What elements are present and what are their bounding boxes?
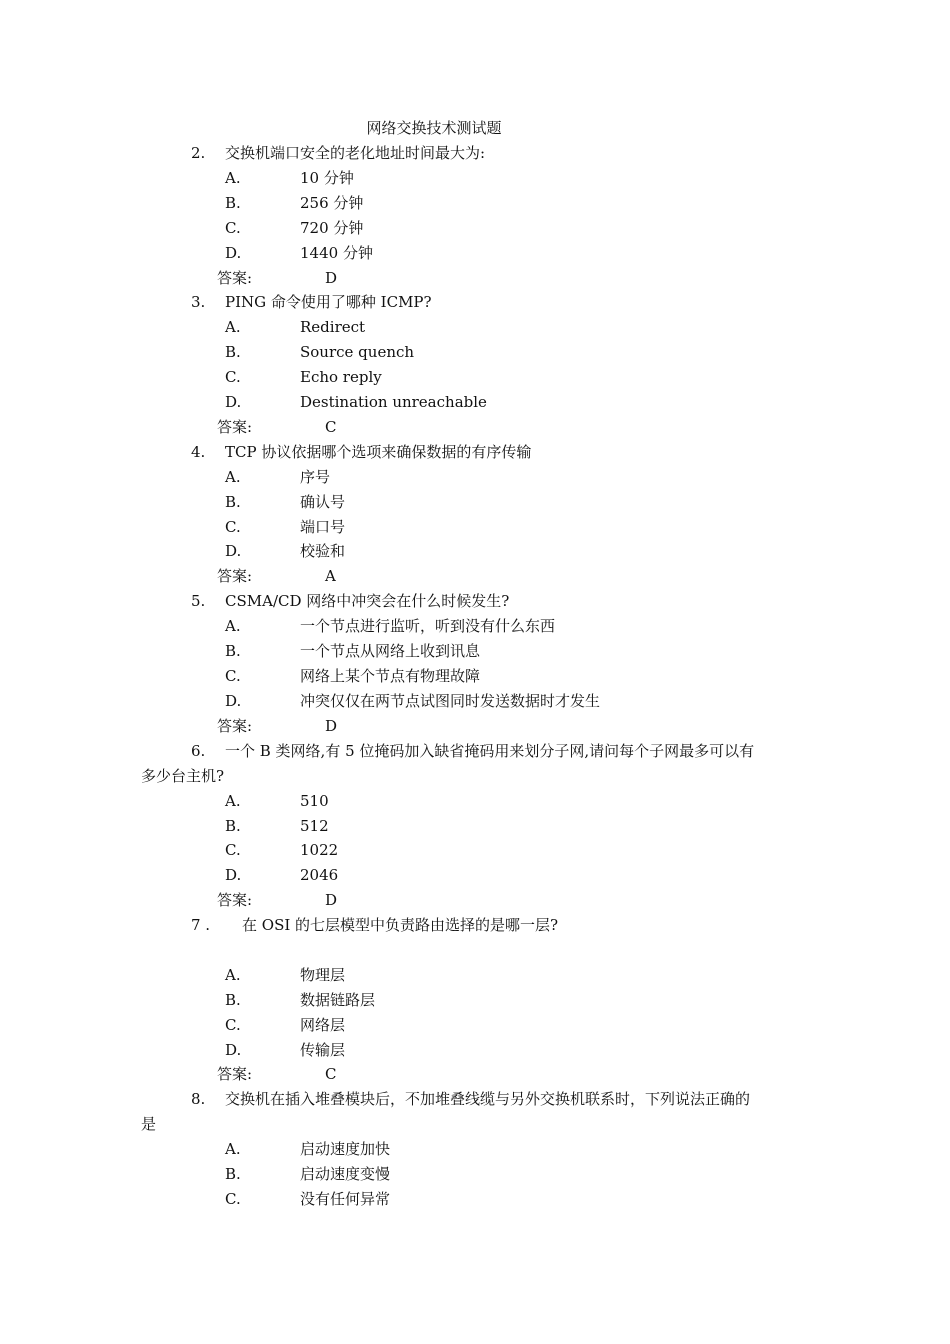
question-text: 交换机在插入堆叠模块后，不加堆叠线缆与另外交换机联系时，下列说法正确的 [225,1090,751,1108]
option-text: 1440 分钟 [300,244,373,262]
answer-value: A [325,567,336,585]
question-text: 交换机端口安全的老化地址时间最大为: [225,144,486,162]
question-text-continuation: 多少台主机? [141,767,225,785]
option-letter: A. [225,1140,241,1158]
option-letter: D. [225,542,242,560]
option-letter: B. [225,642,241,660]
option-text: 网络层 [300,1016,346,1034]
document-title: 网络交换技术测试题 [366,119,502,137]
question-number: 6. [191,742,206,760]
option-text: Destination unreachable [300,393,487,411]
option-text: 10 分钟 [300,169,354,187]
option-letter: D. [225,1041,242,1059]
option-text: Source quench [300,343,415,361]
option-letter: D. [225,866,242,884]
option-letter: B. [225,991,241,1009]
option-letter: A. [225,966,241,984]
answer-label: 答案: [217,717,253,735]
question-number: 8. [191,1090,206,1108]
option-letter: D. [225,393,242,411]
option-text: 网络上某个节点有物理故障 [300,667,481,685]
option-text: 传输层 [300,1041,346,1059]
question-number: 2. [191,144,206,162]
question-text: CSMA/CD 网络中冲突会在什么时候发生? [225,592,510,610]
answer-value: D [325,269,338,287]
question-text: PING 命令使用了哪种 ICMP? [225,293,432,311]
option-letter: C. [225,667,241,685]
option-text: Echo reply [300,368,382,386]
option-letter: B. [225,343,241,361]
option-text: 256 分钟 [300,194,364,212]
option-letter: C. [225,841,241,859]
option-text: 2046 [300,866,339,884]
option-letter: A. [225,468,241,486]
option-text: 512 [300,817,329,835]
option-letter: C. [225,1016,241,1034]
option-letter: B. [225,194,241,212]
option-letter: C. [225,368,241,386]
option-letter: A. [225,617,241,635]
question-text: 在 OSI 的七层模型中负责路由选择的是哪一层? [242,916,559,934]
question-number: 3. [191,293,206,311]
answer-label: 答案: [217,567,253,585]
option-text: 一个节点从网络上收到讯息 [300,642,481,660]
option-text: 物理层 [300,966,346,984]
answer-value: C [325,418,337,436]
option-text: 启动速度加快 [300,1140,391,1158]
option-letter: D. [225,692,242,710]
answer-value: D [325,717,338,735]
option-letter: A. [225,318,241,336]
option-text: 冲突仅仅在两节点试图同时发送数据时才发生 [300,692,601,710]
question-number: 7 . [191,916,211,934]
option-letter: B. [225,493,241,511]
option-text: 校验和 [300,542,346,560]
question-number: 4. [191,443,206,461]
option-letter: B. [225,817,241,835]
option-text: 一个节点进行监听，听到没有什么东西 [300,617,556,635]
option-letter: C. [225,1190,241,1208]
answer-label: 答案: [217,891,253,909]
question-text: TCP 协议依据哪个选项来确保数据的有序传输 [225,443,532,461]
question-text-continuation: 是 [141,1115,157,1133]
option-text: 确认号 [300,493,346,511]
question-number: 5. [191,592,206,610]
option-letter: C. [225,518,241,536]
option-letter: A. [225,169,241,187]
option-text: 720 分钟 [300,219,364,237]
option-text: 没有任何异常 [300,1190,391,1208]
option-text: 510 [300,792,329,810]
option-letter: A. [225,792,241,810]
option-letter: C. [225,219,241,237]
option-letter: D. [225,244,242,262]
option-text: 数据链路层 [300,991,376,1009]
option-text: 启动速度变慢 [300,1165,391,1183]
option-text: 1022 [300,841,339,859]
answer-label: 答案: [217,269,253,287]
answer-label: 答案: [217,418,253,436]
option-text: Redirect [300,318,366,336]
option-text: 序号 [300,468,331,486]
answer-label: 答案: [217,1065,253,1083]
answer-value: D [325,891,338,909]
question-text: 一个 B 类网络,有 5 位掩码加入缺省掩码用来划分子网,请问每个子网最多可以有 [225,742,755,760]
option-letter: B. [225,1165,241,1183]
answer-value: C [325,1065,337,1083]
option-text: 端口号 [300,518,346,536]
